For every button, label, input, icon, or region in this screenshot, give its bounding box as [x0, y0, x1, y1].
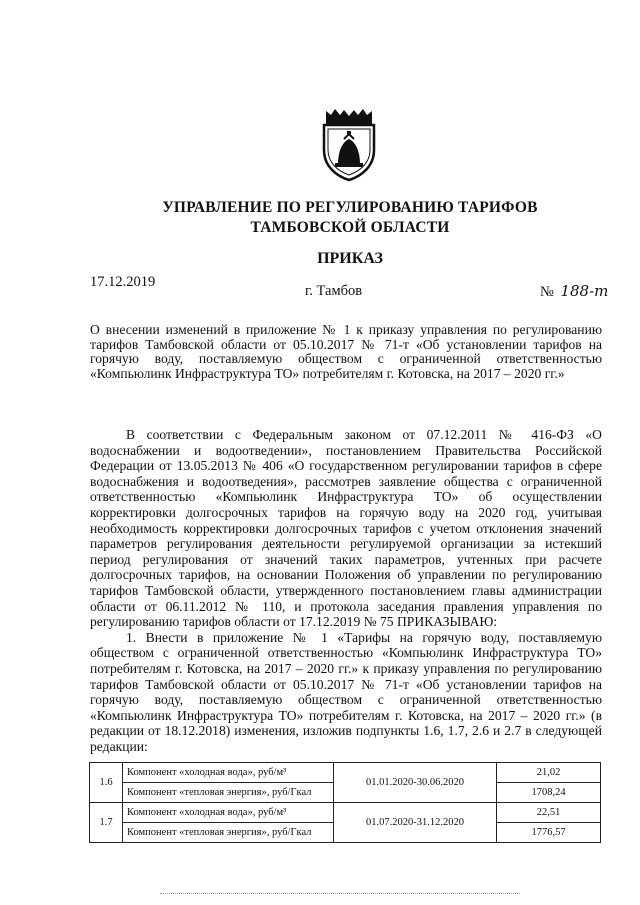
tariff-value: 1776,57: [497, 823, 601, 843]
tariff-value: 1708,24: [497, 783, 601, 803]
coat-of-arms-emblem: [318, 106, 380, 182]
document-subject: О внесении изменений в приложение № 1 к приказу управления по регулированию тарифов Тамбовской области от 05.10.2017 № 71-т «Об установлении тарифов на горячую воду, поставляемую обществом с ограниченной ответственностью «Компьюлинк Инфраструктура ТО» потребителям г. Котовска, на 2017 – 2020 гг.»: [90, 322, 602, 381]
document-body: [90, 427, 602, 754]
component-label: Компонент «холодная вода», руб/м³: [123, 803, 334, 823]
row-number: 1.7: [90, 803, 123, 843]
body-paragraph-item-1: 1. Внести в приложение № 1 «Тарифы на горячую воду, поставляемую обществом с ограниченной ответственностью «Компьюлинк Инфраструктура ТО» потребителям г. Котовска, на 2017 – 2020 гг.» к приказу управления по регулированию тарифов Тамбовской области от 05.10.2017 № 71-т «Об установлении тарифов на горячую воду, поставляемую обществом с ограниченной ответственностью «Компьюлинк Инфраструктура ТО» потребителям г. Котовска, на 2017 – 2020 гг.» (в редакции от 18.12.2018) изменения, изложив подпункты 1.6, 1.7, 2.6 и 2.7 в следующей редакции:: [90, 629, 602, 754]
body-paragraph-preamble: В соответствии с Федеральным законом от 07.12.2011 № 416-ФЗ «О водоснабжении и водоотведении», постановлением Правительства Российской Федерации от 13.05.2013 № 406 «О государственном регулировании тарифов в сфере водоснабжения и водоотведения», рассмотрев заявление общества с ограниченной ответственностью «Компьюлинк Инфраструктура ТО» об осуществлении корректировки долгосрочных тарифов на горячую воду на 2020 год, учитывая необходимость корректировки долгосрочных тарифов с учетом отклонения значений параметров регулирования деятельности регулируемой организации за истекший период регулирования от значений таких параметров, учтенных при расчете долгосрочных тарифов, на основании Положения об управлении по регулированию тарифов Тамбовской области, утвержденного постановлением главы администрации области от 06.11.2012 № 110, и протокола заседания правления управления по регулированию тарифов области от 17.12.2019 № 75 ПРИКАЗЫВАЮ:: [90, 427, 602, 630]
period-cell: 01.01.2020-30.06.2020: [334, 763, 497, 803]
table-row: [90, 763, 601, 783]
issuing-authority: [100, 198, 600, 238]
document-date: 17.12.2019: [90, 274, 156, 290]
authority-line-2: ТАМБОВСКОЙ ОБЛАСТИ: [250, 219, 450, 236]
period-cell: 01.07.2020-31.12.2020: [334, 803, 497, 843]
document-city: г. Тамбов: [305, 283, 363, 299]
row-number: 1.6: [90, 763, 123, 803]
document-number: [540, 282, 608, 301]
table-row: [90, 803, 601, 823]
component-label: Компонент «холодная вода», руб/м³: [123, 763, 334, 783]
tariff-table: [89, 762, 601, 843]
authority-line-1: УПРАВЛЕНИЕ ПО РЕГУЛИРОВАНИЮ ТАРИФОВ: [162, 199, 538, 216]
component-label: Компонент «тепловая энергия», руб/Гкал: [123, 783, 334, 803]
component-label: Компонент «тепловая энергия», руб/Гкал: [123, 823, 334, 843]
number-prefix: №: [540, 284, 554, 300]
document-type: ПРИКАЗ: [317, 250, 383, 267]
tariff-value: 21,02: [497, 763, 601, 783]
page-bottom-divider: [160, 893, 520, 894]
handwritten-number: 188-т: [560, 282, 609, 300]
tariff-value: 22,51: [497, 803, 601, 823]
